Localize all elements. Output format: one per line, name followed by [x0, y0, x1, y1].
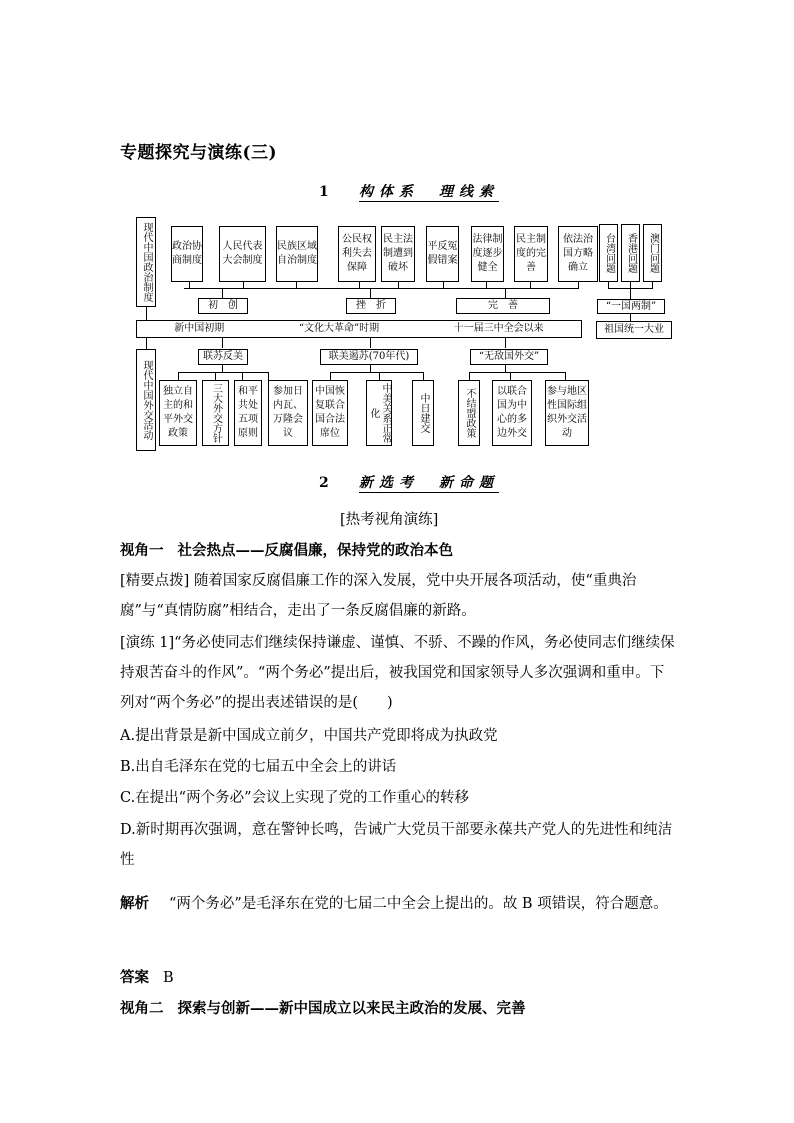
section-heading-1	[319, 181, 499, 201]
taiwan-box: 台湾问题	[599, 224, 618, 282]
timeline-cultural-revolution: “文化大革命”时期	[298, 323, 380, 334]
foreign-item-box: 参加日内瓦、万隆会议	[268, 380, 308, 446]
political-item-box: 人民代表大会制度	[219, 226, 266, 282]
connector	[379, 372, 380, 380]
connector	[243, 282, 244, 289]
connector	[242, 372, 243, 380]
answer-value: B	[163, 970, 174, 986]
connector	[398, 282, 399, 289]
foreign-item-box: 中国恢复联合国合法席位	[312, 380, 348, 446]
political-item-box: 平反冤假错案	[426, 226, 459, 282]
connector	[370, 288, 371, 298]
analysis-paragraph	[120, 884, 675, 924]
political-item-box: 民主法制遭到破坏	[381, 226, 415, 282]
view-one-text: 社会热点——反腐倡廉，保持党的政治本色	[177, 542, 453, 559]
section-heading-2	[319, 472, 499, 492]
political-item-box: 民族区域自治制度	[276, 226, 318, 282]
stage-improve: 完 善	[456, 298, 550, 314]
foreign-stage-1: 联苏反美	[198, 349, 248, 365]
connector	[178, 372, 179, 380]
connector	[268, 372, 269, 380]
connector	[565, 372, 566, 380]
connector	[652, 282, 653, 289]
option-c: C.在提出“两个务必”会议上实现了党的工作重心的转移	[120, 790, 470, 806]
connector	[359, 282, 360, 289]
option-d: D.新时期再次强调，意在警钟长鸣，告诫广大党员干部要永葆共产党人的先进性和纯洁性	[120, 822, 673, 868]
political-root-box: 现代中国政治制度	[136, 217, 156, 307]
connector	[608, 282, 609, 289]
foreign-item-box: 不结盟政策	[458, 380, 480, 446]
foreign-item-box: 参与地区性国际组织外交活动	[545, 380, 589, 446]
exercise-label: [演练 1]	[120, 635, 175, 651]
connector	[578, 282, 579, 289]
connector	[178, 372, 268, 373]
answer-line	[120, 963, 675, 993]
stage-founding: 初 创	[198, 298, 248, 314]
subsection-heading: [热考视角演练]	[340, 512, 439, 528]
timeline-third-plenum: 十一届三中全会以来	[453, 323, 544, 334]
connector	[146, 306, 147, 320]
foreign-stage-2: 联美遏苏(70年代)	[320, 349, 418, 365]
analysis-text: “两个务必”是毛泽东在党的七届二中全会上提出的。故 B 项错误，符合题意。	[169, 896, 668, 912]
foreign-item-box: 三大外交方针	[202, 380, 229, 446]
connector	[189, 282, 190, 289]
stage-setback: 挫 折	[346, 298, 396, 314]
connector	[630, 314, 631, 321]
connector	[423, 372, 424, 380]
political-item-box: 政治协商制度	[171, 226, 203, 282]
tip-paragraph	[120, 566, 675, 626]
political-item-box: 法律制度逐步健全	[471, 226, 504, 282]
hongkong-box: 香港问题	[621, 224, 640, 282]
connector	[530, 282, 531, 289]
section-number: 1	[319, 184, 329, 200]
view-one-label: 视角一	[120, 542, 164, 559]
political-item-box: 依法治国方略确立	[558, 226, 598, 282]
timeline-early: 新中国初期	[174, 323, 225, 334]
exercise-paragraph	[120, 628, 675, 718]
analysis-label: 解析	[120, 895, 149, 912]
concept-diagram	[133, 212, 678, 454]
connector	[370, 364, 371, 372]
option-b: B.出自毛泽东在党的七届五中全会上的讲话	[120, 759, 397, 775]
connector	[222, 288, 223, 298]
connector	[469, 372, 470, 380]
section-label: 构体系 理线索	[359, 184, 499, 200]
connector	[505, 288, 506, 298]
connector	[469, 372, 565, 373]
foreign-root-box: 现代中国外交活动	[136, 349, 156, 451]
tip-text: 随着国家反腐倡廉工作的深入发展，党中央开展各项活动，使“重典治腐”与“真情防腐”相结合，走出了一条反腐倡廉的新路。	[120, 573, 637, 619]
section-label: 新选考 新命题	[359, 475, 499, 491]
foreign-item-box: 和平共处五项原则	[234, 380, 262, 446]
view-one	[120, 536, 675, 566]
section-number: 2	[319, 475, 329, 491]
foreign-stage-3: “无敌国外交”	[470, 349, 548, 365]
exercise-text: “务必使同志们继续保持谦虚、谨慎、不骄、不躁的作风，务必使同志们继续保持艰苦奋斗的作风”。“两个务必”提出后，被我国党和国家领导人多次强调和重申。下列对“两个务必”的提出表述错误的是( )	[120, 635, 675, 711]
political-item-box: 民主制度的完善	[514, 226, 548, 282]
foreign-item-box: 以联合国为中心的多边外交	[492, 380, 532, 446]
connector	[330, 372, 331, 380]
view-two-text: 探索与创新——新中国成立以来民主政治的发展、完善	[177, 1000, 526, 1017]
political-item-box: 公民权利失去保障	[338, 226, 376, 282]
connector	[505, 364, 506, 372]
view-two	[120, 994, 675, 1024]
page-title: 专题探究与演练(三)	[120, 143, 278, 163]
connector	[630, 288, 631, 299]
connector	[505, 338, 506, 348]
connector	[370, 338, 371, 348]
macau-box: 澳门问题	[643, 224, 662, 282]
one-country-two-systems-box: “一国两制”	[597, 299, 665, 314]
view-two-label: 视角二	[120, 1000, 164, 1017]
tip-label: [精要点拨]	[120, 573, 190, 589]
connector	[443, 282, 444, 289]
connector	[222, 364, 223, 372]
answer-label: 答案	[120, 969, 149, 986]
option-a: A.提出背景是新中国成立前夕，中国共产党即将成为执政党	[120, 728, 498, 744]
reunification-box: 祖国统一大业	[596, 321, 672, 339]
connector	[510, 372, 511, 380]
connector	[296, 282, 297, 289]
foreign-item-box: 独立自主的和平外交政策	[159, 380, 197, 446]
connector	[222, 338, 223, 348]
connector	[486, 282, 487, 289]
foreign-item-box: 中美关系正常化	[366, 380, 392, 446]
foreign-item-box: 中日建交	[412, 380, 434, 446]
connector	[215, 372, 216, 380]
connector	[330, 372, 424, 373]
timeline-bar	[136, 320, 582, 338]
